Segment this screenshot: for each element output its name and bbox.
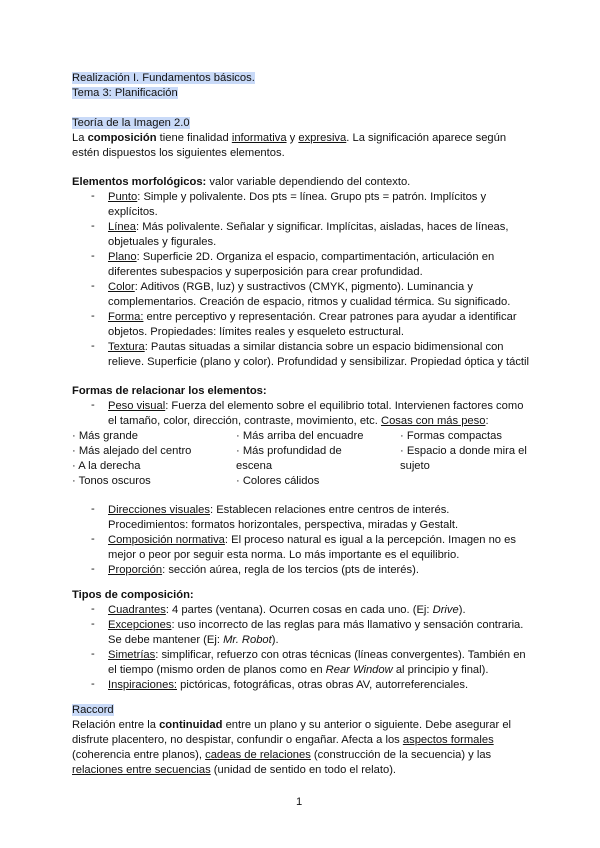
teoria-paragraph-line2: estén dispuestos los siguientes elementos. bbox=[72, 147, 285, 159]
bullet-dash: - bbox=[91, 399, 95, 411]
bullet-dash: - bbox=[91, 190, 95, 202]
tipos-heading: Tipos de composición: bbox=[72, 589, 194, 601]
bullet-dash: - bbox=[91, 220, 95, 232]
peso-col1-item: · Más grande bbox=[72, 430, 138, 442]
section-teoria-title bbox=[72, 116, 190, 131]
raccord-title-text: Raccord bbox=[72, 704, 114, 716]
peso-col3-item: · Formas compactas bbox=[400, 430, 502, 442]
bullet-dash: - bbox=[91, 648, 95, 660]
raccord-line4: relaciones entre secuencias (unidad de sentido en todo el relato). bbox=[72, 764, 397, 776]
raccord-line3: (coherencia entre planos), cadeas de relaciones (construcción de la secuencia) y las bbox=[72, 749, 492, 761]
page-number: 1 bbox=[296, 796, 303, 808]
peso-col3-item: · Espacio a donde mira el bbox=[400, 445, 527, 457]
document-page: Realización I. Fundamentos básicos. Tema 3: Planificación Teoría de la Imagen 2.0 La composición tiene finalidad informativa y expresiva. La significación aparece según estén dispuestos los siguientes elementos. Elementos morfológicos: valor variable dependiendo del contexto. - Punto: Simple y polivalente. Dos pts = línea. Grupo pts = patrón. Implícitos y explícitos. - Línea: Más polivalente. Señalar y significar. Implícitas, aisladas, haces de líneas, objetuales y figurales. - Plano: Superficie 2D. Organiza el espacio, compartimentación, articulación en diferentes subespacios y superposición para crear profundidad. - Color: Aditivos (RGB, luz) y sustractivos (CMYK, pigmento). Luminancia y complementarios. Creación de espacio, ritmos y cualidad térmica. Su significado. - Forma: entre perceptivo y representación. Crear patrones para ayudar a identificar objetos. Propiedades: límites reales y esqueleto estructural. - Textura: Pautas situadas a similar distancia sobre un espacio bidimensional con relieve. Superficie (plano y color). Profundidad y sensibilizar. Propiedad óptica y táctil Formas de relacionar los elementos: - Peso visual: Fuerza del elemento sobre el equilibrio total. Intervienen factores como el tamaño, color, dirección, contraste, movimiento, etc. Cosas con más peso: · Más grande · Más alejado del centro · A la derecha · Tonos oscuros · Más arriba del encuadre · Más profundidad de escena · Colores cálidos · Formas compactas · Espacio a donde mira el sujeto - Direcciones visuales: Establecen relaciones entre centros de interés. Procedimientos: formatos horizontales, perspectiva, miradas y Gestalt. - Composición normativa: El proceso natural es igual a la percepción. Imagen no es mejor o peor por seguir esta norma. Lo más importante es el equilibrio. - Proporción: sección aúrea, regla de los tercios (pts de interés). Tipos de composición: - Cuadrantes: 4 partes (ventana). Ocurren cosas en cada uno. (Ej: Drive). - Excepciones: uso incorrecto de las reglas para más llamativo y sensación contraria. Se debe mantener (Ej: Mr. Robot). - Simetrías: simplificar, refuerzo con otras técnicas (líneas convergentes). También en el tiempo (mismo orden de planos como en Rear Window al principio y final). - Inspiraciones: pictóricas, fotográficas, otras obras AV, autorreferenciales. Raccord Relación entre la continuidad entre un plano y su anterior o siguiente. Debe asegurar el disfrute placentero, no despistar, confundir o engañar. Afecta a los aspectos formales (coherencia entre planos), cadeas de relaciones (construcción de la secuencia) y las relaciones entre secuencias (unidad de sentido en todo el relato). 1 bbox=[72, 72, 529, 808]
teoria-paragraph-line1: La composición tiene finalidad informativa y expresiva. La significación aparece según bbox=[72, 132, 507, 144]
section-raccord-title bbox=[72, 703, 114, 718]
bullet-dash: - bbox=[91, 503, 95, 515]
raccord-line1: Relación entre la continuidad entre un plano y su anterior o siguiente. Debe asegurar el bbox=[72, 719, 512, 731]
bullet-dash: - bbox=[91, 250, 95, 262]
peso-col3-item: sujeto bbox=[400, 460, 430, 472]
bullet-dash: - bbox=[91, 533, 95, 545]
bullet-dash: - bbox=[91, 618, 95, 630]
course-title bbox=[72, 71, 255, 86]
bullet-dash: - bbox=[91, 280, 95, 292]
peso-col2-item: · Colores cálidos bbox=[236, 475, 320, 487]
peso-col1-item: · A la derecha bbox=[72, 460, 141, 472]
peso-col2-item: escena bbox=[236, 460, 273, 472]
bullet-dash: - bbox=[91, 563, 95, 575]
peso-col2-item: · Más profundidad de bbox=[236, 445, 342, 457]
raccord-line2: disfrute placentero, no despistar, confundir o engañar. Afecta a los aspectos formales bbox=[72, 734, 494, 746]
bullet-dash: - bbox=[91, 340, 95, 352]
topic-title-text: Tema 3: Planificación bbox=[72, 87, 178, 99]
relacionar-heading: Formas de relacionar los elementos: bbox=[72, 385, 267, 397]
teoria-title-text: Teoría de la Imagen 2.0 bbox=[72, 117, 190, 129]
topic-title bbox=[72, 86, 178, 101]
morfologicos-heading: Elementos morfológicos: valor variable dependiendo del contexto. bbox=[72, 176, 411, 188]
bullet-dash: - bbox=[91, 310, 95, 322]
bullet-dash: - bbox=[91, 603, 95, 615]
course-title-text: Realización I. Fundamentos básicos. bbox=[72, 72, 255, 84]
peso-col1-item: · Más alejado del centro bbox=[72, 445, 192, 457]
peso-col1-item: · Tonos oscuros bbox=[72, 475, 151, 487]
bullet-dash: - bbox=[91, 678, 95, 690]
peso-col2-item: · Más arriba del encuadre bbox=[236, 430, 364, 442]
